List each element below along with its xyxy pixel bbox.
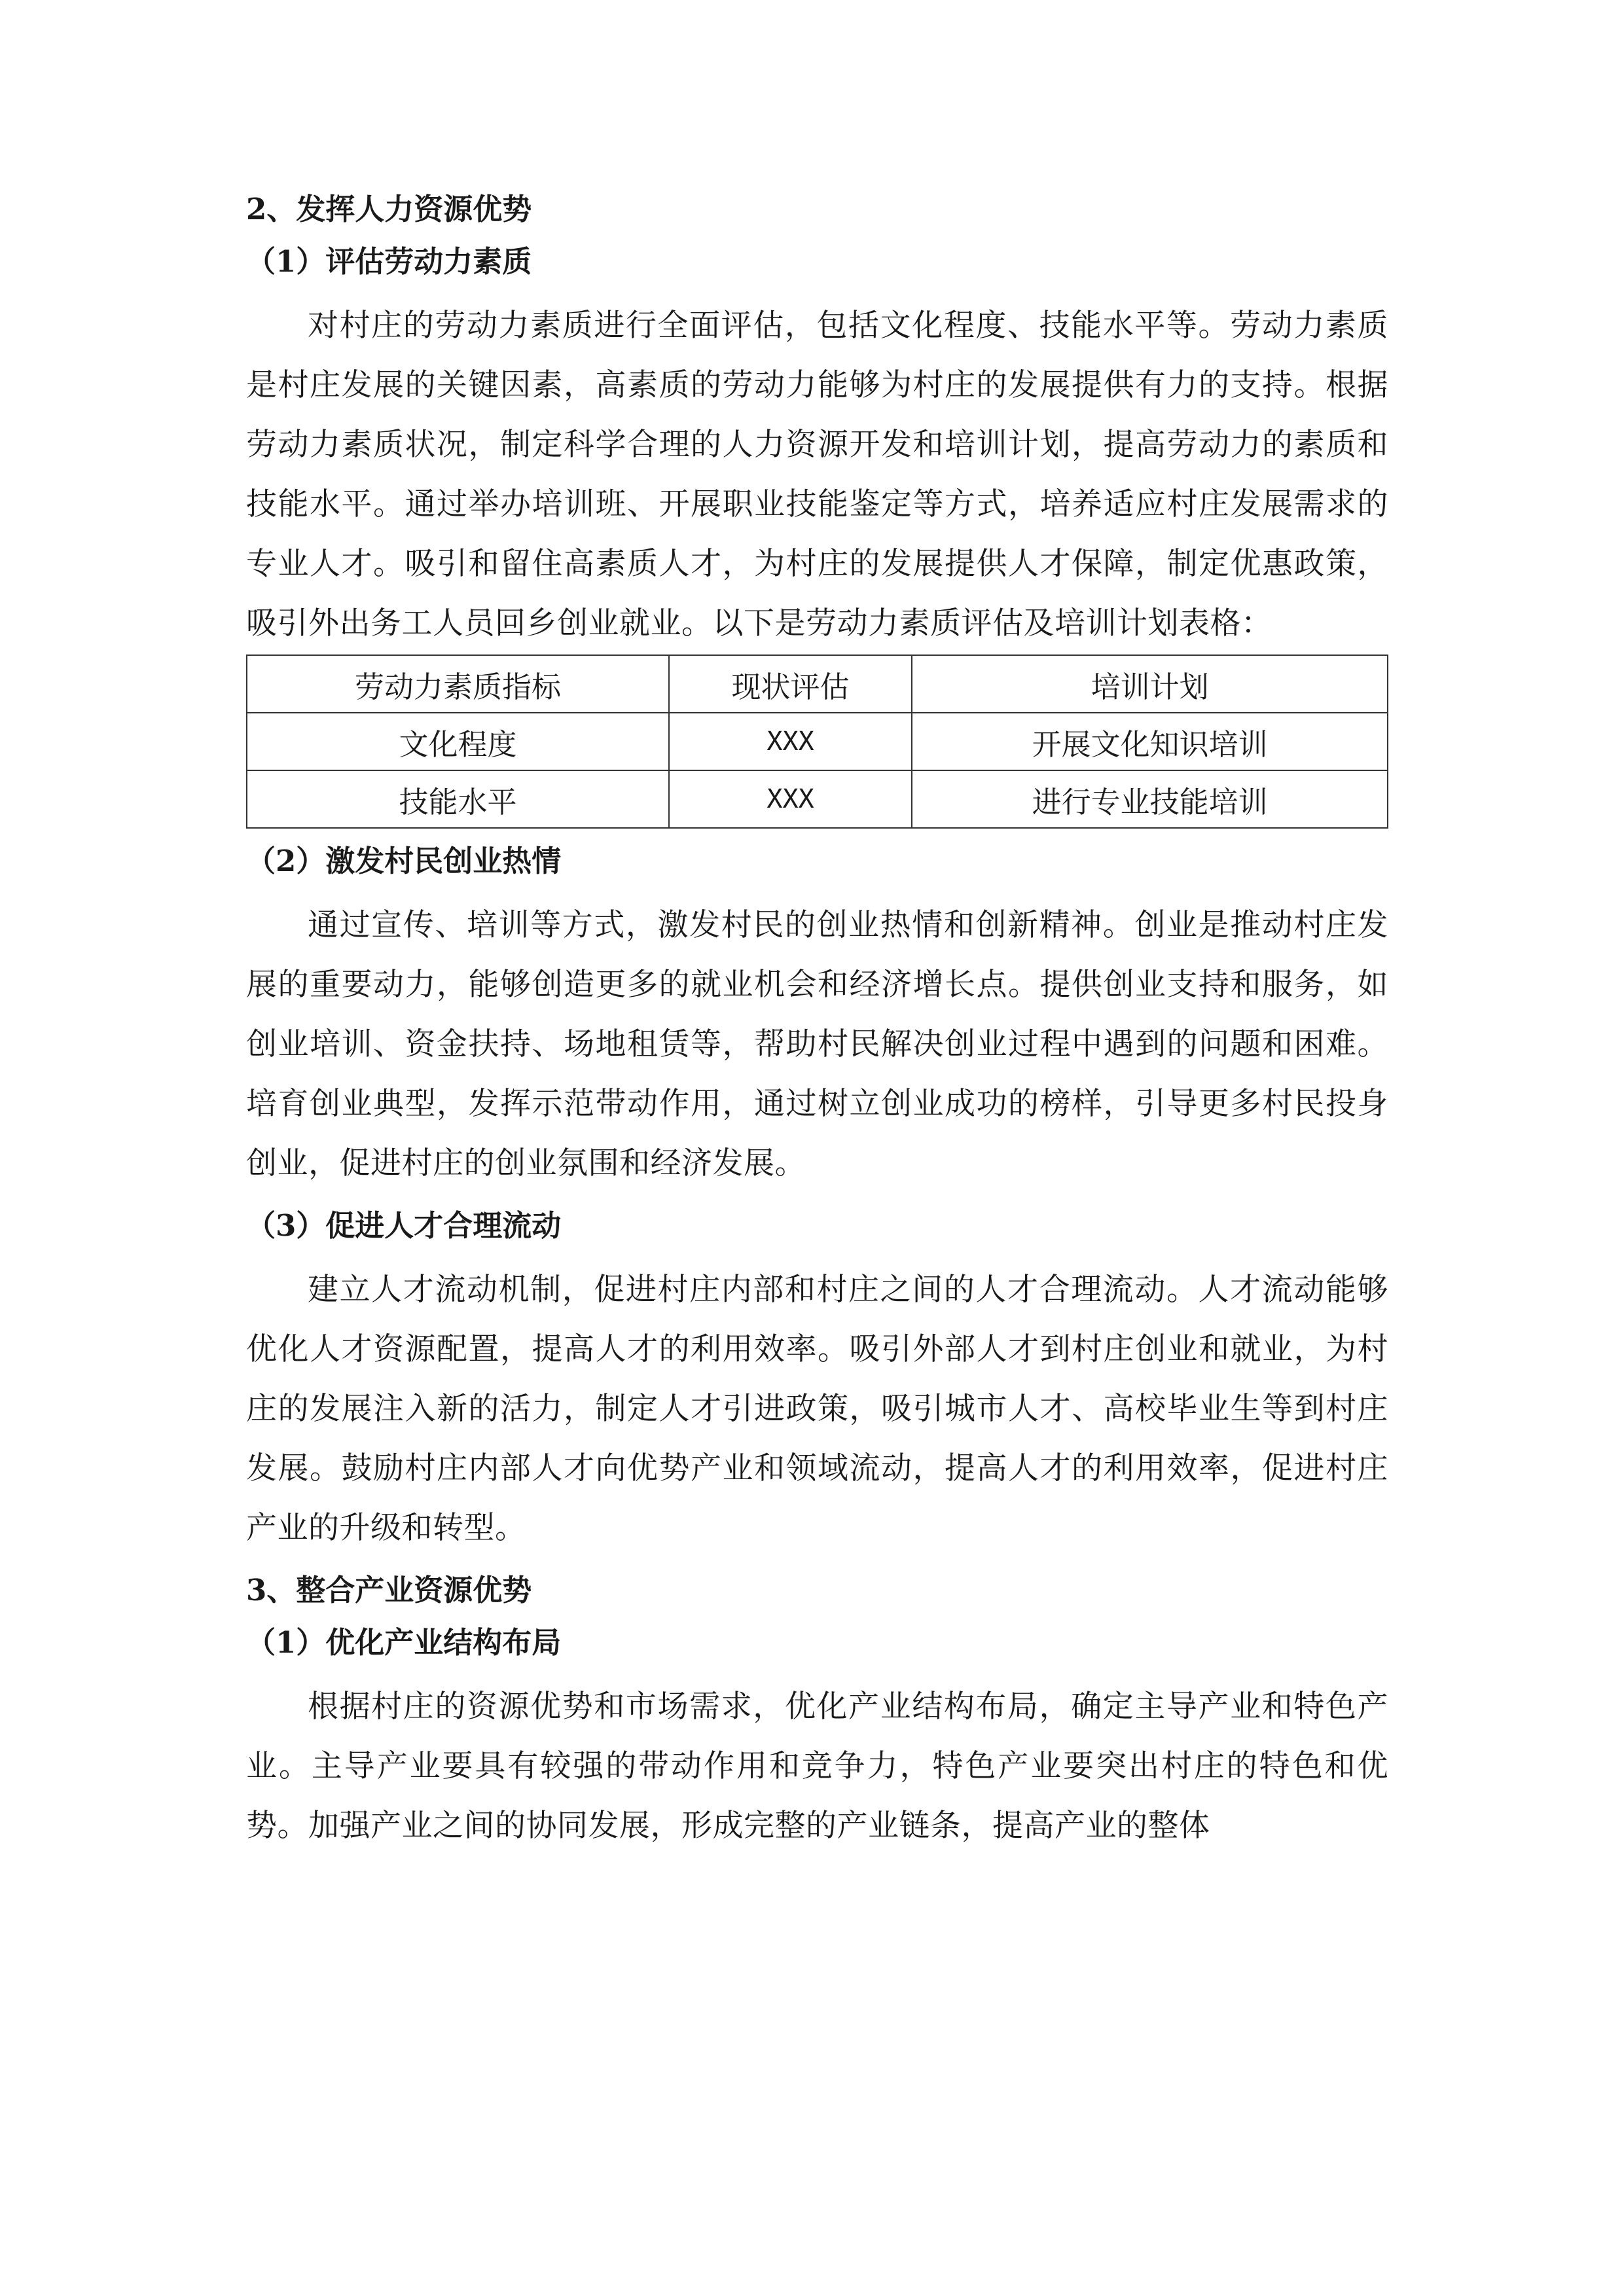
table-header-cell: 劳动力素质指标 xyxy=(247,655,669,713)
section-3-1-paragraph: 根据村庄的资源优势和市场需求，优化产业结构布局，确定主导产业和特色产业。主导产业要具有较强的带动作用和竞争力，特色产业要突出村庄的特色和优势。加强产业之间的协同发展，形成完整的产业链条，提高产业的整体 xyxy=(246,1689,1388,1844)
table-cell: XXX xyxy=(669,713,912,770)
table-cell: 技能水平 xyxy=(247,770,669,828)
table-header-row xyxy=(247,655,1388,713)
section-3-1-title: （1）优化产业结构布局 xyxy=(246,1625,562,1660)
table-row xyxy=(247,770,1388,828)
section-2-1-title: （1）评估劳动力素质 xyxy=(246,244,532,279)
section-2-title: 2、发挥人力资源优势 xyxy=(246,192,532,226)
table-cell: 进行专业技能培训 xyxy=(912,770,1388,828)
table-header-cell: 现状评估 xyxy=(669,655,912,713)
section-3-title: 3、整合产业资源优势 xyxy=(246,1573,532,1607)
table-cell: XXX xyxy=(669,770,912,828)
section-2-1-paragraph: 对村庄的劳动力素质进行全面评估，包括文化程度、技能水平等。劳动力素质是村庄发展的关键因素，高素质的劳动力能够为村庄的发展提供有力的支持。根据劳动力素质状况，制定科学合理的人力资源开发和培训计划，提高劳动力的素质和技能水平。通过举办培训班、开展职业技能鉴定等方式，培养适应村庄发展需求的专业人才。吸引和留住高素质人才，为村庄的发展提供人才保障，制定优惠政策，吸引外出务工人员回乡创业就业。以下是劳动力素质评估及培训计划表格： xyxy=(246,308,1388,641)
table-cell: 文化程度 xyxy=(247,713,669,770)
section-2-3-title: （3）促进人才合理流动 xyxy=(246,1208,562,1243)
section-2-2-title: （2）激发村民创业热情 xyxy=(246,844,562,878)
document-page xyxy=(246,190,1388,1856)
table-row xyxy=(247,713,1388,770)
section-2-2-paragraph: 通过宣传、培训等方式，激发村民的创业热情和创新精神。创业是推动村庄发展的重要动力，能够创造更多的就业机会和经济增长点。提供创业支持和服务，如创业培训、资金扶持、场地租赁等，帮助村民解决创业过程中遇到的问题和困难。培育创业典型，发挥示范带动作用，通过树立创业成功的榜样，引导更多村民投身创业，促进村庄的创业氛围和经济发展。 xyxy=(246,907,1388,1181)
table-cell: 开展文化知识培训 xyxy=(912,713,1388,770)
section-2-3-paragraph: 建立人才流动机制，促进村庄内部和村庄之间的人才合理流动。人才流动能够优化人才资源配置，提高人才的利用效率。吸引外部人才到村庄创业和就业，为村庄的发展注入新的活力，制定人才引进政策，吸引城市人才、高校毕业生等到村庄发展。鼓励村庄内部人才向优势产业和领域流动，提高人才的利用效率，促进村庄产业的升级和转型。 xyxy=(246,1272,1388,1546)
labor-quality-table xyxy=(246,655,1388,829)
table-header-cell: 培训计划 xyxy=(912,655,1388,713)
